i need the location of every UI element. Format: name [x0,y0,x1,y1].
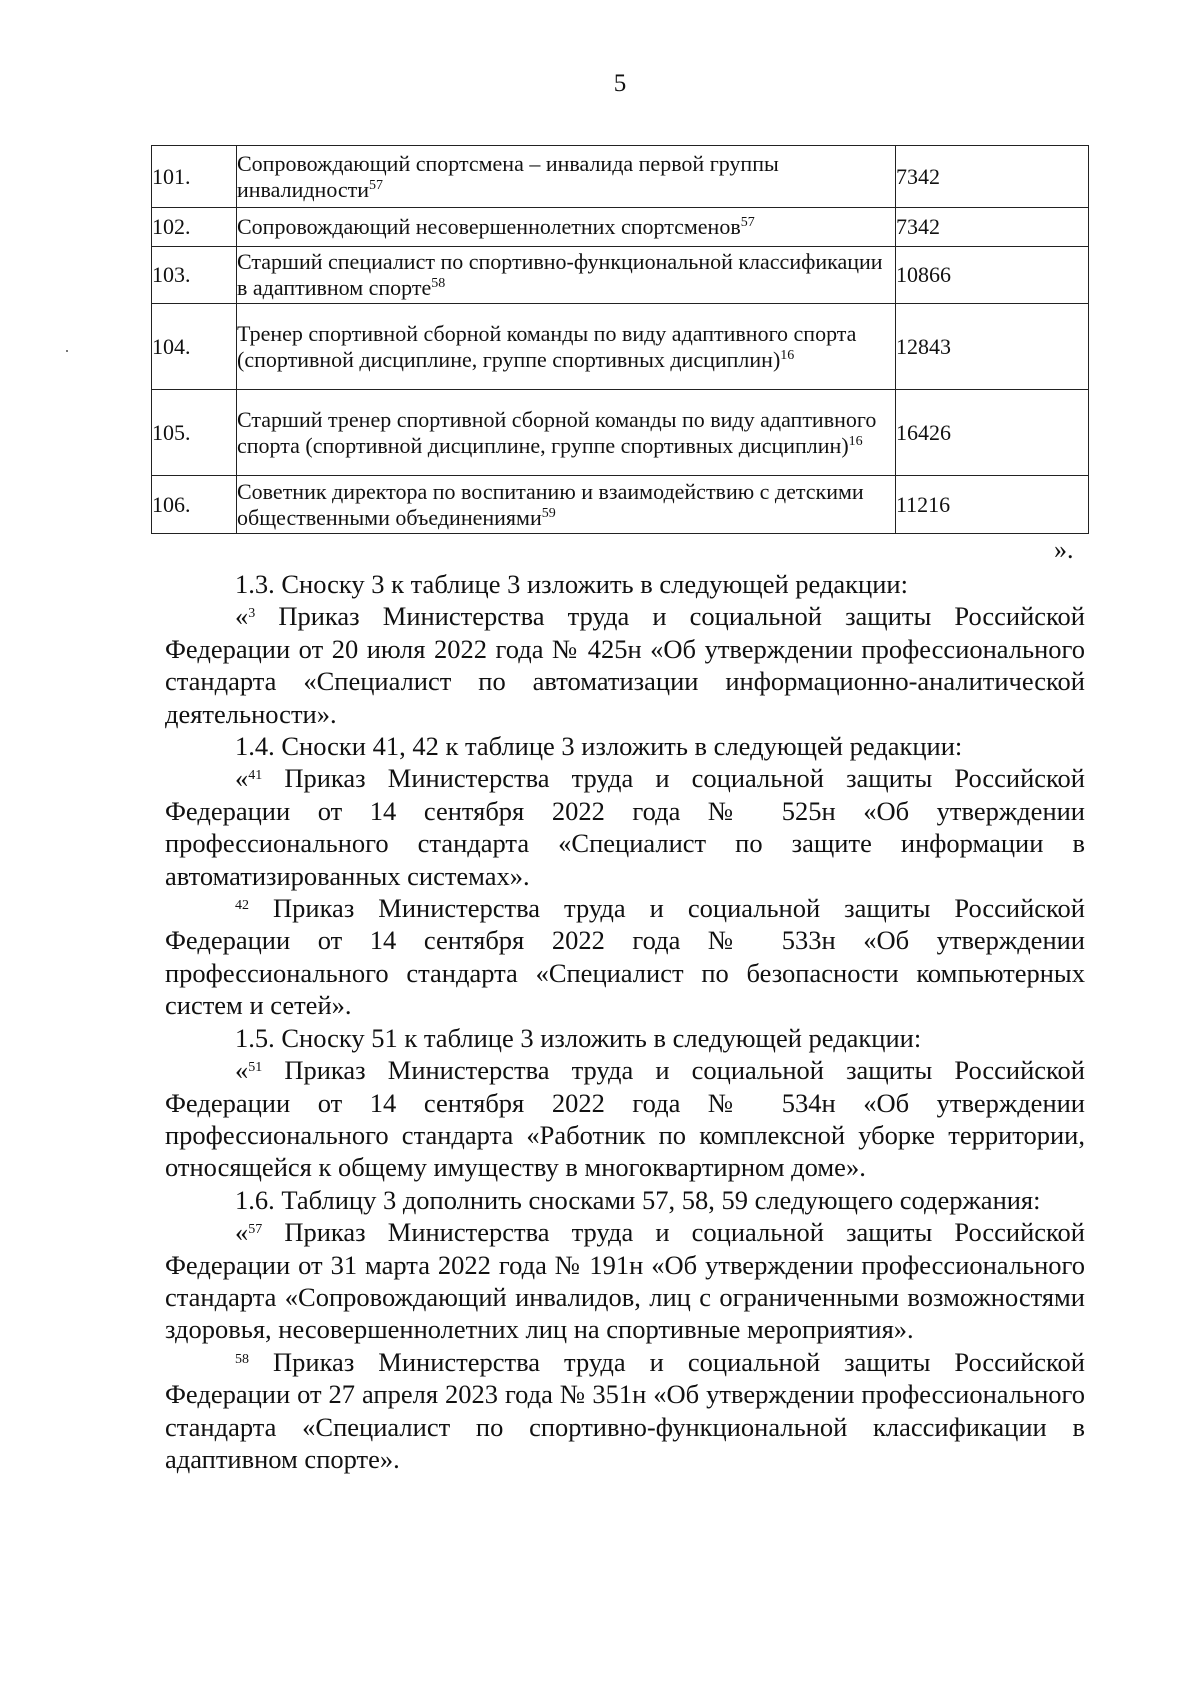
paragraph: $^{58}$ Приказ Министерства труда и социальной защиты Российской Федерации от 27 апреля 2023 года № 351н «Об утверждении профессионального стандарта «Специалист по спортивно-функциональной классификации в адаптивном спорте». [165,1346,1085,1474]
table-closing-quote: ». [1054,535,1074,564]
paragraph: 1.4. Сноски 41, 42 к таблице 3 изложить в следующей редакции: [235,731,963,762]
table-row [152,390,1089,476]
position-code: 7342 [896,208,1089,247]
row-number: 104. [152,304,237,390]
position-code: 16426 [896,390,1089,476]
footnote-ref: 57 [740,215,755,230]
paragraph: 1.3. Сноску 3 к таблице 3 изложить в следующей редакции: [235,569,908,599]
footnote-ref: 16 [848,433,863,449]
document-body [165,568,1085,1475]
footnote-number: 57 [248,1222,263,1238]
page-number: 5 [613,70,627,97]
paragraph: «$^{57}$ Приказ Министерства труда и социальной защиты Российской Федерации от 31 марта 2022 года № 191н «Об утверждении профессионального стандарта «Сопровождающий инвалидов, лиц с ограниченными возможностями здоровья, несовершеннолетних лиц на спортивные мероприятия». [165,1217,1085,1345]
paragraph: $^{42}$ Приказ Министерства труда и социальной защиты Российской Федерации от 14 сентября 2022 года № 533н «Об утверждении профессионального стандарта «Специалист по безопасности компьютерных систем и сетей». [165,893,1085,1021]
position-code: 12843 [896,304,1089,390]
footnote-ref: 16 [780,347,795,363]
position-name: Сопровождающий несовершеннолетних спортсменов$^{57}$ [237,208,896,247]
paragraph: 1.5. Сноску 51 к таблице 3 изложить в следующей редакции: [235,1022,922,1053]
paragraph: «$^{51}$ Приказ Министерства труда и социальной защиты Российской Федерации от 14 сентября 2022 года № 534н «Об утверждении профессионального стандарта «Работник по комплексной уборке территории, относящейся к общему имуществу в многоквартирном доме». [165,1055,1085,1183]
table-row [152,146,1089,208]
paragraph: 1.6. Таблицу 3 дополнить сносками 57, 58, 59 следующего содержания: [235,1184,1041,1215]
position-name: Тренер спортивной сборной команды по виду адаптивного спорта (спортивной дисциплине, группе спортивных дисциплин)$^{16}$ [237,304,896,390]
footnote-ref: 59 [541,505,556,521]
table-row [152,208,1089,247]
table-row [152,304,1089,390]
row-number: 101. [152,146,237,208]
position-name: Советник директора по воспитанию и взаимодействию с детскими общественными объединениями$^{59}$ [237,476,896,534]
footnote-number: 41 [248,768,263,784]
row-number: 102. [152,208,237,247]
row-number: 103. [152,247,237,304]
row-number: 106. [152,476,237,534]
footnote-number: 58 [235,1351,249,1367]
footnote-ref: 57 [369,177,384,193]
paragraph: «$^3$ Приказ Министерства труда и социальной защиты Российской Федерации от 20 июля 2022 года № 425н «Об утверждении профессионального стандарта «Специалист по автоматизации информационно-аналитической деятельности». [165,601,1085,729]
footnote-number: 42 [235,898,249,914]
footnote-number: 51 [248,1060,263,1076]
position-name: Сопровождающий спортсмена – инвалида первой группы инвалидности$^{57}$ [237,146,896,208]
table-row [152,476,1089,534]
footnote-number: 3 [248,606,256,622]
position-code: 11216 [896,476,1089,534]
positions-table [151,145,1089,534]
position-name: Старший специалист по спортивно-функциональной классификации в адаптивном спорте$^{58}$ [237,247,896,304]
table-row [152,247,1089,304]
paragraph: «$^{41}$ Приказ Министерства труда и социальной защиты Российской Федерации от 14 сентября 2022 года № 525н «Об утверждении профессионального стандарта «Специалист по защите информации в автоматизированных системах». [165,763,1085,891]
position-code: 7342 [896,146,1089,208]
position-name: Старший тренер спортивной сборной команды по виду адаптивного спорта (спортивной дисциплине, группе спортивных дисциплин)$^{16}$ [237,390,896,476]
footnote-ref: 58 [431,276,446,291]
position-code: 10866 [896,247,1089,304]
row-number: 105. [152,390,237,476]
scan-speck [66,350,68,352]
